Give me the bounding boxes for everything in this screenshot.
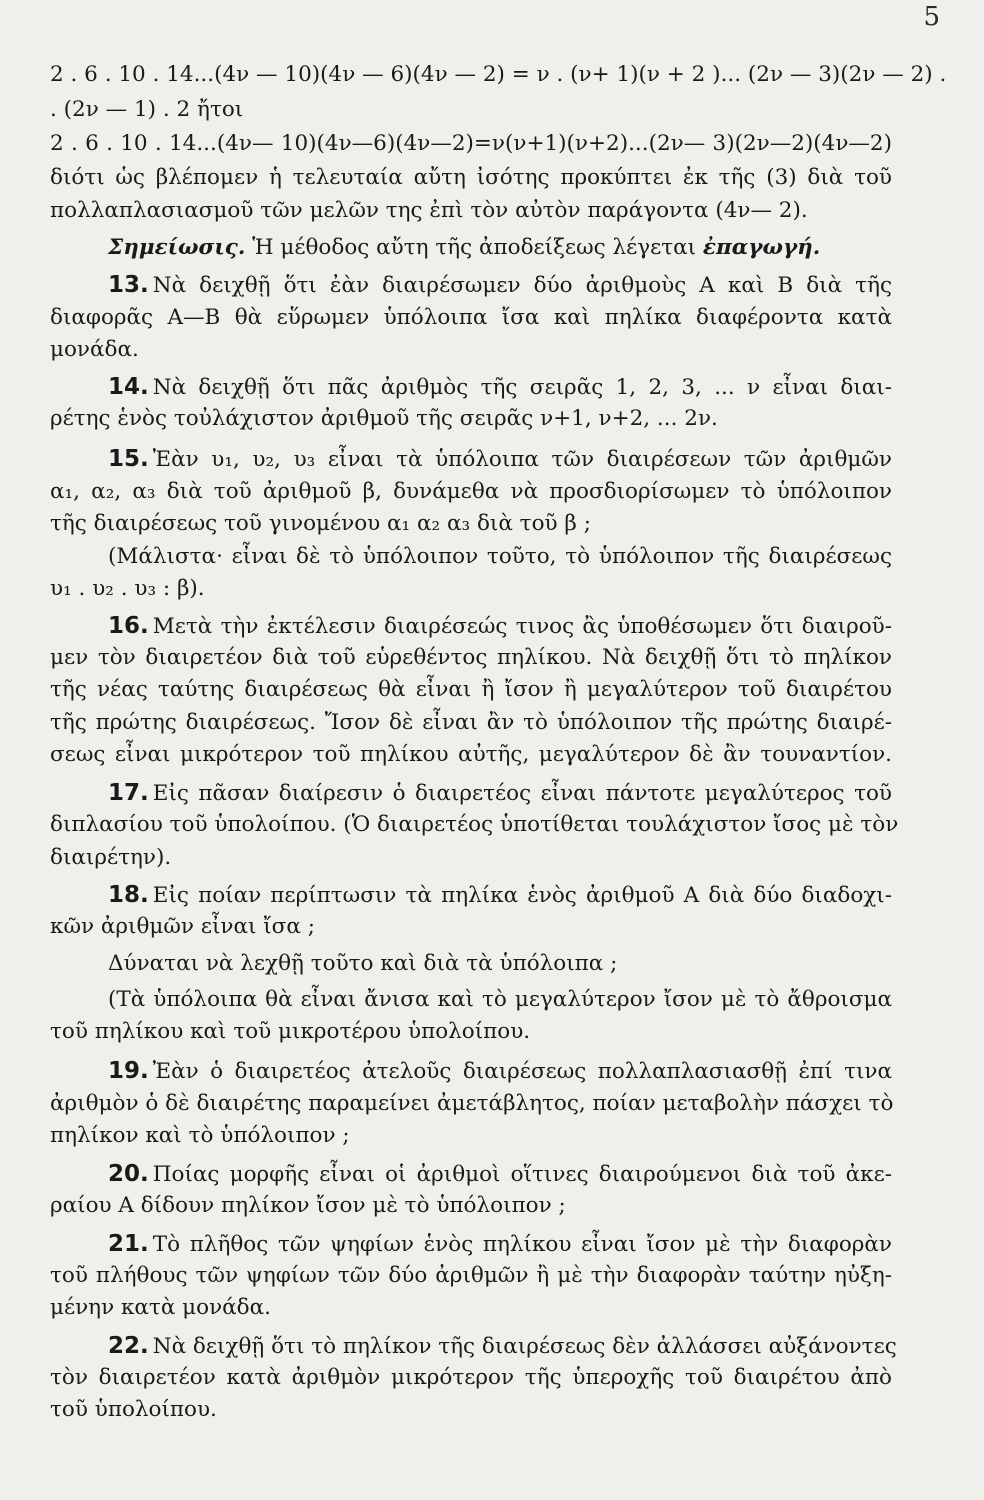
exercise-number: 15. — [108, 446, 149, 472]
exercise-number: 19. — [108, 1058, 149, 1084]
exercise-13: 13. Νὰ δειχθῇ ὅτι ἐὰν διαιρέσωμεν δύο ἀριθμοὺς Α καὶ Β διὰ τῆς — [108, 272, 892, 298]
text-line: α₁, α₂, α₃ διὰ τοῦ ἀριθμοῦ β, δυνάμεθα νὰ προσδιορίσωμεν τὸ ὑπόλοιπον — [50, 479, 892, 504]
exercise-19: 19. Ἐὰν ὁ διαιρετέος ἀτελοῦς διαιρέσεως πολλαπλασιασθῇ ἐπί τινα — [108, 1058, 892, 1084]
note-line: Σημείωσις. Ἡ μέθοδος αὔτη τῆς ἀποδείξεως λέγεται ἐπαγωγή. — [108, 235, 821, 260]
exercise-20: 20. Ποίας μορφῆς εἶναι οἱ ἀριθμοὶ οἵτινες διαιρούμενοι διὰ τοῦ ἀκε- — [108, 1161, 892, 1187]
exercise-number: 14. — [108, 374, 149, 400]
exercise-number: 18. — [108, 882, 149, 908]
note-term: ἐπαγωγή. — [702, 235, 821, 260]
page-number: 5 — [923, 2, 940, 32]
equation-line: 2 . 6 . 10 . 14...(4ν — 10)(4ν — 6)(4ν — 2) = ν . (ν+ 1)(ν + 2 )... (2ν — 3)(2ν — 2) . — [50, 62, 947, 87]
text-line: τῆς διαιρέσεως τοῦ γινομένου α₁ α₂ α₃ διὰ τοῦ β ; — [50, 511, 591, 536]
text-line: (Τὰ ὑπόλοιπα θὰ εἶναι ἄνισα καὶ τὸ μεγαλύτερον ἴσον μὲ τὸ ἄθροισμα — [108, 987, 892, 1012]
note-label: Σημείωσις. — [108, 235, 246, 260]
text-line: κῶν ἀριθμῶν εἶναι ἴσα ; — [50, 914, 315, 939]
text-line: Δύναται νὰ λεχθῇ τοῦτο καὶ διὰ τὰ ὑπόλοιπα ; — [108, 951, 618, 976]
text-line: υ₁ . υ₂ . υ₃ : β). — [50, 576, 205, 601]
exercise-22: 22. Νὰ δειχθῇ ὅτι τὸ πηλίκον τῆς διαιρέσεως δὲν ἀλλάσσει αὐξάνοντες — [108, 1333, 897, 1359]
text-line: (Μάλιστα· εἶναι δὲ τὸ ὑπόλοιπον τοῦτο, τὸ ὑπόλοιπον τῆς διαιρέσεως — [108, 544, 892, 569]
exercise-17: 17. Εἰς πᾶσαν διαίρεσιν ὁ διαιρετέος εἶναι πάντοτε μεγαλύτερος τοῦ — [108, 780, 892, 806]
exercise-number: 20. — [108, 1161, 149, 1187]
text-line: διαφορᾶς Α—Β θὰ εὕρωμεν ὑπόλοιπα ἴσα καὶ πηλίκα διαφέροντα κατὰ — [50, 305, 892, 330]
text-line: μονάδα. — [50, 337, 139, 362]
text-line: τὸν διαιρετέον κατὰ ἀριθμὸν μικρότερον τῆς ὑπεροχῆς τοῦ διαιρέτου ἀπὸ — [50, 1365, 892, 1390]
exercise-number: 13. — [108, 272, 149, 298]
text-line: ρέτης ἑνὸς τοὐλάχιστον ἀριθμοῦ τῆς σειρᾶς ν+1, ν+2, ... 2ν. — [50, 406, 718, 431]
text-line: τῆς πρώτης διαιρέσεως. Ἴσον δὲ εἶναι ἂν τὸ ὑπόλοιπον τῆς πρώτης διαιρέ- — [50, 710, 892, 735]
exercise-number: 17. — [108, 780, 149, 806]
exercise-number: 16. — [108, 613, 149, 639]
text-line: πολλαπλασιασμοῦ τῶν μελῶν της ἐπὶ τὸν αὐτὸν παράγοντα (4ν— 2). — [50, 198, 808, 223]
exercise-15: 15. Ἐὰν υ₁, υ₂, υ₃ εἶναι τὰ ὑπόλοιπα τῶν διαιρέσεων τῶν ἀριθμῶν — [108, 446, 892, 472]
text-line: ἀριθμὸν ὁ δὲ διαιρέτης παραμείνει ἀμετάβλητος, ποίαν μεταβολὴν πάσχει τὸ — [50, 1091, 894, 1116]
text-line: τῆς νέας ταύτης διαιρέσεως θὰ εἶναι ἢ ἴσον ἢ μεγαλύτερον τοῦ διαιρέτου — [50, 677, 892, 702]
exercise-21: 21. Τὸ πλῆθος τῶν ψηφίων ἑνὸς πηλίκου εἶναι ἴσον μὲ τὴν διαφορὰν — [108, 1231, 892, 1257]
exercise-14: 14. Νὰ δειχθῇ ὅτι πᾶς ἀριθμὸς τῆς σειρᾶς 1, 2, 3, ... ν εἶναι διαι- — [108, 374, 892, 400]
text-line: τοῦ πηλίκου καὶ τοῦ μικροτέρου ὑπολοίπου. — [50, 1019, 531, 1044]
exercise-number: 21. — [108, 1231, 149, 1257]
exercise-18: 18. Εἰς ποίαν περίπτωσιν τὰ πηλίκα ἑνὸς ἀριθμοῦ Α διὰ δύο διαδοχι- — [108, 882, 892, 908]
text-line: σεως εἶναι μικρότερον τοῦ πηλίκου αὐτῆς, μεγαλύτερον δὲ ἂν τουναντίον. — [50, 742, 892, 767]
text-line: μένην κατὰ μονάδα. — [50, 1295, 271, 1320]
text-line: τοῦ ὑπολοίπου. — [50, 1397, 217, 1422]
equation-line: . (2ν — 1) . 2 ἤτοι — [50, 97, 244, 122]
text-line: διαιρέτην). — [50, 845, 172, 870]
text-line: τοῦ πλήθους τῶν ψηφίων τῶν δύο ἀριθμῶν ἢ μὲ τὴν διαφορὰν ταύτην ηὐξη- — [50, 1263, 892, 1288]
text-line: διπλασίου τοῦ ὑπολοίπου. (Ὁ διαιρετέος ὑποτίθεται τουλάχιστον ἴσος μὲ τὸν — [50, 812, 899, 837]
exercise-16: 16. Μετὰ τὴν ἐκτέλεσιν διαιρέσεώς τινος ἂς ὑποθέσωμεν ὅτι διαιροῦ- — [108, 613, 892, 639]
text-line: μεν τὸν διαιρετέον διὰ τοῦ εὑρεθέντος πηλίκου. Νὰ δειχθῇ ὅτι τὸ πηλίκον — [50, 645, 892, 670]
text-line: ραίου Α δίδουν πηλίκον ἴσον μὲ τὸ ὑπόλοιπον ; — [50, 1193, 566, 1218]
text-line: διότι ὡς βλέπομεν ἡ τελευταία αὔτη ἰσότης προκύπτει ἐκ τῆς (3) διὰ τοῦ — [50, 165, 892, 190]
equation-line: 2 . 6 . 10 . 14...(4ν— 10)(4ν—6)(4ν—2)=ν(ν+1)(ν+2)...(2ν— 3)(2ν—2)(4ν—2) — [50, 131, 892, 156]
exercise-number: 22. — [108, 1333, 149, 1359]
text-line: πηλίκον καὶ τὸ ὑπόλοιπον ; — [50, 1123, 350, 1148]
